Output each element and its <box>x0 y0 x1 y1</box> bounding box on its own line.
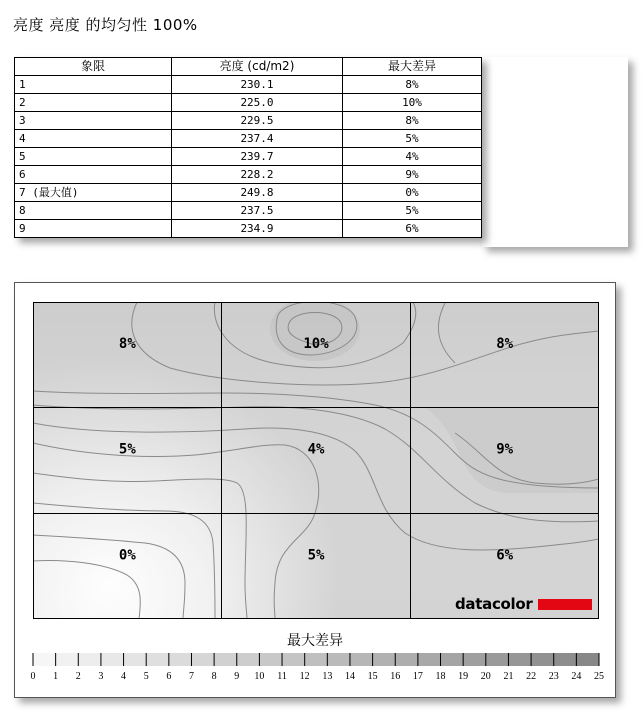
legend-tick-label: 9 <box>234 671 240 682</box>
cell-quadrant: 2 <box>15 94 172 112</box>
cell-max-diff: 8% <box>343 76 482 94</box>
legend-swatch <box>101 653 124 666</box>
cell-luminance: 228.2 <box>172 166 343 184</box>
heatmap-cell-label: 5% <box>118 441 136 458</box>
legend-swatch <box>463 653 486 666</box>
heatmap-cell-label: 8% <box>118 336 136 352</box>
legend-tick-label: 19 <box>458 671 469 682</box>
legend-tick-label: 12 <box>299 671 310 682</box>
uniformity-heatmap-panel <box>14 282 616 698</box>
legend-tick-label: 8 <box>211 671 217 682</box>
col-header-luminance: 亮度 (cd/m2) <box>172 58 343 76</box>
cell-max-diff: 10% <box>343 94 482 112</box>
legend-tick-label: 1 <box>53 671 59 682</box>
uniformity-table <box>14 57 482 238</box>
cell-luminance: 237.4 <box>172 130 343 148</box>
legend-tick-label: 6 <box>166 671 172 682</box>
legend-title: 最大差异 <box>287 633 343 649</box>
legend-tick-label: 17 <box>412 671 423 682</box>
legend-swatch <box>214 653 237 666</box>
cell-max-diff: 8% <box>343 112 482 130</box>
heatmap-cell-label: 8% <box>496 336 514 352</box>
col-header-max-diff: 最大差异 <box>343 58 482 76</box>
legend-swatch <box>395 653 418 666</box>
table-header-row <box>15 58 482 76</box>
uniformity-table-container <box>14 57 482 238</box>
cell-max-diff: 4% <box>343 148 482 166</box>
legend-tick-label: 22 <box>526 671 537 682</box>
cell-luminance: 237.5 <box>172 202 343 220</box>
table-row <box>15 112 482 130</box>
cell-quadrant: 1 <box>15 76 172 94</box>
legend-tick-label: 4 <box>121 671 127 682</box>
legend-tick-label: 18 <box>435 671 446 682</box>
legend-swatch <box>486 653 509 666</box>
color-scale-legend <box>31 653 605 682</box>
cell-quadrant: 4 <box>15 130 172 148</box>
uniformity-heatmap <box>15 283 615 697</box>
table-row <box>15 130 482 148</box>
legend-tick-label: 24 <box>571 671 582 682</box>
cell-luminance: 230.1 <box>172 76 343 94</box>
legend-tick-label: 21 <box>503 671 514 682</box>
legend-swatch <box>554 653 577 666</box>
legend-tick-label: 23 <box>548 671 559 682</box>
legend-tick-label: 15 <box>367 671 378 682</box>
legend-swatch <box>191 653 214 666</box>
legend-tick-label: 0 <box>30 671 36 682</box>
legend-swatch <box>56 653 79 666</box>
legend-swatch <box>576 653 599 666</box>
cell-quadrant: 5 <box>15 148 172 166</box>
legend-tick-label: 2 <box>75 671 81 682</box>
legend-tick-label: 16 <box>390 671 401 682</box>
table-row <box>15 148 482 166</box>
cell-max-diff: 5% <box>343 202 482 220</box>
table-row <box>15 76 482 94</box>
cell-max-diff: 6% <box>343 220 482 238</box>
legend-tick-label: 7 <box>188 671 194 682</box>
legend-swatch <box>508 653 531 666</box>
legend-tick-label: 3 <box>98 671 104 682</box>
legend-swatch <box>305 653 328 666</box>
cell-luminance: 249.8 <box>172 184 343 202</box>
cell-quadrant: 9 <box>15 220 172 238</box>
legend-swatch <box>78 653 101 666</box>
legend-swatch <box>146 653 169 666</box>
cell-max-diff: 9% <box>343 166 482 184</box>
legend-swatch <box>237 653 260 666</box>
col-header-quadrant: 象限 <box>15 58 172 76</box>
legend-swatch <box>33 653 56 666</box>
table-row <box>15 94 482 112</box>
cell-max-diff: 0% <box>343 184 482 202</box>
legend-tick-label: 5 <box>143 671 149 682</box>
legend-tick-label: 13 <box>322 671 333 682</box>
legend-tick-label: 20 <box>480 671 491 682</box>
legend-swatch <box>282 653 305 666</box>
legend-swatch <box>259 653 282 666</box>
legend-swatch <box>327 653 350 666</box>
legend-tick-label: 11 <box>277 671 287 682</box>
legend-swatch <box>350 653 373 666</box>
heatmap-cell-label: 0% <box>118 547 136 564</box>
legend-swatch <box>124 653 147 666</box>
heatmap-cell-label: 10% <box>303 336 329 352</box>
datacolor-logo-text: datacolor <box>455 595 533 613</box>
heatmap-cell-label: 6% <box>496 547 514 564</box>
table-row <box>15 220 482 238</box>
table-row <box>15 202 482 220</box>
page-title: 亮度 亮度 的均匀性 100% <box>13 16 198 34</box>
legend-swatch <box>373 653 396 666</box>
cell-luminance: 234.9 <box>172 220 343 238</box>
cell-quadrant: 7 (最大值) <box>15 184 172 202</box>
legend-swatch <box>441 653 464 666</box>
legend-tick-label: 25 <box>594 671 604 682</box>
cell-quadrant: 6 <box>15 166 172 184</box>
heatmap-cell-label: 4% <box>307 441 325 458</box>
cell-max-diff: 5% <box>343 130 482 148</box>
cell-quadrant: 3 <box>15 112 172 130</box>
heatmap-cell-label: 5% <box>307 547 325 564</box>
datacolor-logo-bar <box>538 599 592 610</box>
legend-swatch <box>169 653 192 666</box>
cell-luminance: 239.7 <box>172 148 343 166</box>
table-row <box>15 184 482 202</box>
legend-tick-label: 10 <box>254 671 265 682</box>
cell-quadrant: 8 <box>15 202 172 220</box>
heatmap-cell-label: 9% <box>496 441 514 458</box>
legend-swatch <box>418 653 441 666</box>
legend-tick-label: 14 <box>344 671 355 682</box>
cell-luminance: 229.5 <box>172 112 343 130</box>
legend-swatch <box>531 653 554 666</box>
table-row <box>15 166 482 184</box>
cell-luminance: 225.0 <box>172 94 343 112</box>
